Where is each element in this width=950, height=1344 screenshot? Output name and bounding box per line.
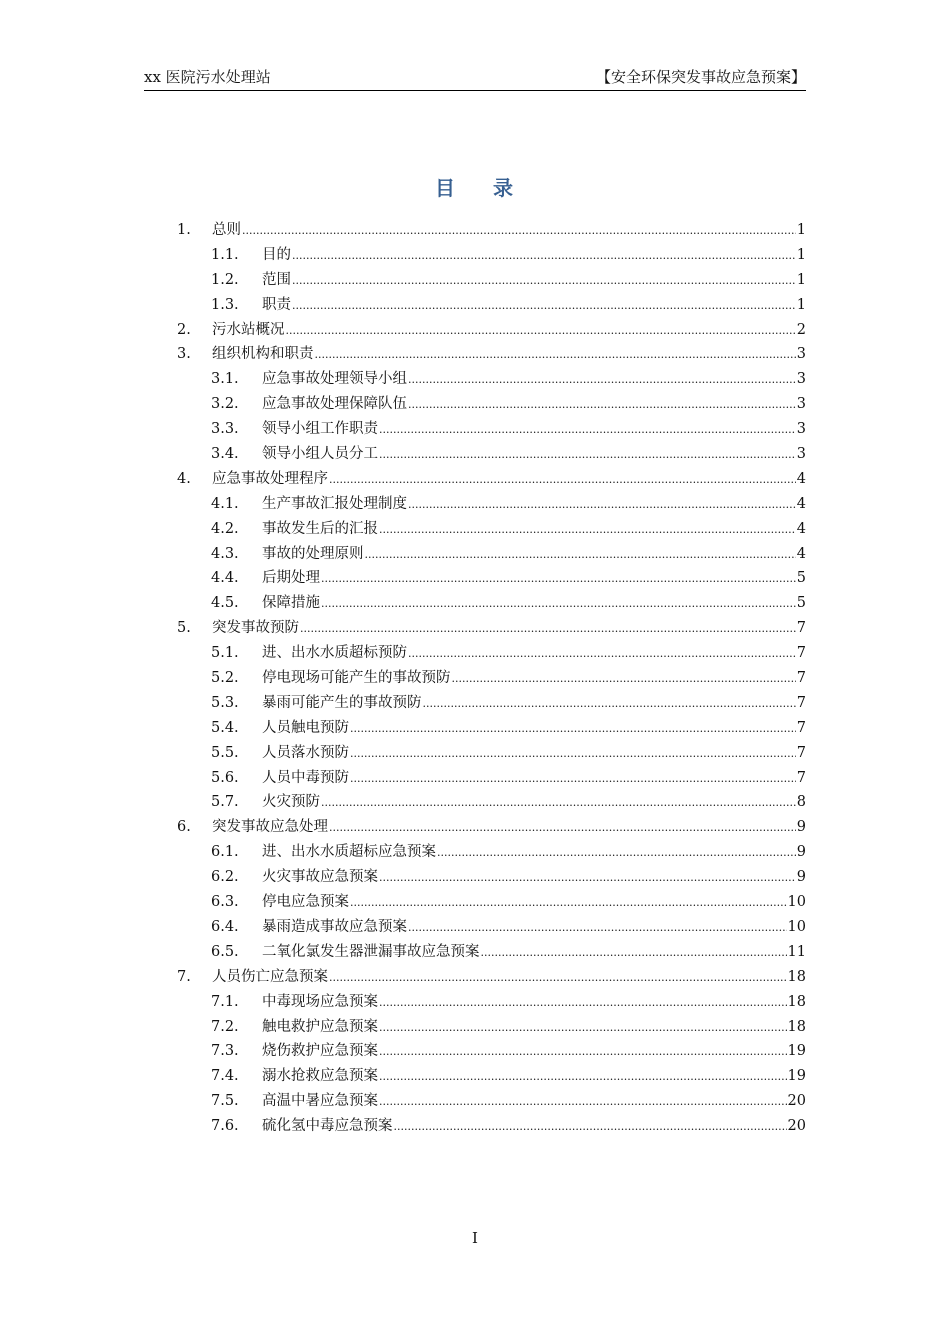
toc-entry-page-number: 5: [796, 570, 806, 587]
toc-entry[interactable]: [0, 442, 950, 467]
toc-entry-link[interactable]: [262, 492, 806, 518]
toc-entry-label: 高温中暑应急预案: [262, 1093, 378, 1110]
toc-entry-number: 1.1.: [211, 246, 239, 263]
toc-entry-page-number: 3: [796, 421, 806, 438]
toc-entry[interactable]: [0, 616, 950, 641]
toc-entry-label: 人员中毒预防: [262, 769, 349, 786]
toc-entry[interactable]: [0, 940, 950, 965]
toc-entry-number: 1.: [177, 222, 191, 238]
toc-entry-page-number: 7: [796, 645, 806, 662]
toc-entry-label: 人员伤亡应急预案: [212, 968, 328, 985]
toc-entry[interactable]: [0, 1064, 950, 1089]
toc-entry-link[interactable]: [212, 218, 806, 244]
toc-entry-number: 6.5.: [211, 943, 239, 960]
toc-entry-number: 4.2.: [211, 520, 239, 537]
toc-dot-leader: [300, 616, 796, 642]
toc-entry-link[interactable]: [262, 1064, 806, 1090]
toc-entry-label: 溺水抢救应急预案: [262, 1068, 378, 1085]
toc-entry-label: 突发事故预防: [212, 620, 299, 637]
toc-entry-page-number: 18: [787, 1018, 806, 1035]
toc-entry-number: 3.1.: [211, 371, 239, 388]
toc-entry-number: 5.3.: [211, 694, 239, 711]
toc-dot-leader: [379, 417, 796, 443]
toc-dot-leader: [292, 243, 796, 269]
header-document-title: 【安全环保突发事故应急预案】: [595, 68, 806, 86]
toc-dot-leader: [365, 542, 796, 568]
toc-entry[interactable]: [0, 965, 950, 990]
toc-entry-label: 后期处理: [262, 570, 320, 587]
toc-entry-label: 事故发生后的汇报: [262, 520, 378, 537]
toc-entry-label: 中毒现场应急预案: [262, 993, 378, 1010]
toc-entry[interactable]: [0, 467, 950, 492]
toc-entry-link[interactable]: [262, 566, 806, 592]
toc-dot-leader: [321, 591, 796, 617]
toc-entry[interactable]: [0, 367, 950, 392]
toc-entry-link[interactable]: [262, 1039, 806, 1065]
toc-dot-leader: [286, 318, 796, 344]
toc-entry[interactable]: [0, 492, 950, 517]
page-header: [144, 66, 806, 91]
toc-entry-page-number: 1: [796, 271, 806, 288]
toc-entry[interactable]: [0, 417, 950, 442]
toc-entry[interactable]: [0, 293, 950, 318]
toc-entry-label: 停电应急预案: [262, 894, 349, 911]
toc-entry-page-number: 1: [796, 296, 806, 313]
toc-entry-link[interactable]: [262, 890, 806, 916]
toc-entry[interactable]: [0, 1114, 950, 1139]
toc-entry-page-number: 18: [787, 968, 806, 985]
toc-entry-number: 3.2.: [211, 396, 239, 413]
toc-entry-link[interactable]: [262, 741, 806, 767]
toc-dot-leader: [379, 865, 796, 891]
toc-entry-page-number: 19: [787, 1068, 806, 1085]
toc-entry-number: 1.2.: [211, 271, 239, 288]
toc-entry-link[interactable]: [262, 865, 806, 891]
toc-entry-link[interactable]: [262, 666, 806, 692]
toc-entry[interactable]: [0, 218, 950, 243]
toc-entry-link[interactable]: [262, 517, 806, 543]
toc-entry-number: 5.4.: [211, 719, 239, 736]
toc-entry-link[interactable]: [262, 915, 806, 941]
toc-entry-label: 暴雨造成事故应急预案: [262, 918, 407, 935]
toc-entry[interactable]: [0, 641, 950, 666]
toc-entry[interactable]: [0, 1015, 950, 1040]
toc-entry[interactable]: [0, 766, 950, 791]
toc-entry[interactable]: [0, 790, 950, 815]
toc-entry-page-number: 3: [796, 396, 806, 413]
toc-dot-leader: [292, 293, 796, 319]
header-org-name: xx 医院污水处理站: [144, 68, 271, 86]
toc-dot-leader: [379, 442, 796, 468]
toc-entry[interactable]: [0, 865, 950, 890]
toc-entry-label: 生产事故汇报处理制度: [262, 495, 407, 512]
toc-entry[interactable]: [0, 268, 950, 293]
toc-entry-label: 人员落水预防: [262, 744, 349, 761]
toc-dot-leader: [321, 790, 796, 816]
toc-entry[interactable]: [0, 915, 950, 940]
toc-entry[interactable]: [0, 890, 950, 915]
toc-dot-leader: [315, 342, 796, 368]
toc-dot-leader: [437, 840, 796, 866]
toc-dot-leader: [408, 492, 796, 518]
toc-entry-page-number: 1: [796, 222, 806, 238]
toc-entry-number: 7.1.: [211, 993, 239, 1010]
toc-entry-page-number: 1: [796, 246, 806, 263]
toc-dot-leader: [481, 940, 787, 966]
toc-entry-label: 范围: [262, 271, 291, 288]
toc-entry-page-number: 3: [796, 446, 806, 463]
toc-entry-page-number: 7: [796, 769, 806, 786]
toc-entry-label: 污水站概况: [212, 321, 285, 338]
toc-entry[interactable]: [0, 691, 950, 716]
toc-entry-page-number: 18: [787, 993, 806, 1010]
toc-entry-number: 6.4.: [211, 918, 239, 935]
toc-entry[interactable]: [0, 840, 950, 865]
toc-entry-number: 7.: [177, 968, 191, 985]
toc-entry-number: 6.3.: [211, 894, 239, 911]
toc-entry-number: 7.4.: [211, 1068, 239, 1085]
toc-entry-link[interactable]: [262, 641, 806, 667]
toc-entry-link[interactable]: [262, 442, 806, 468]
toc-entry-link[interactable]: [262, 790, 806, 816]
toc-dot-leader: [379, 1089, 787, 1115]
toc-entry-page-number: 4: [796, 520, 806, 537]
toc-entry-link[interactable]: [212, 342, 806, 368]
toc-dot-leader: [379, 517, 796, 543]
toc-entry-label: 应急事故处理领导小组: [262, 371, 407, 388]
toc-dot-leader: [321, 566, 796, 592]
toc-entry-link[interactable]: [262, 840, 806, 866]
toc-entry-link[interactable]: [212, 616, 806, 642]
toc-entry-page-number: 4: [796, 470, 806, 487]
toc-dot-leader: [423, 691, 796, 717]
toc-entry[interactable]: [0, 591, 950, 616]
toc-dot-leader: [379, 1064, 787, 1090]
toc-entry-number: 4.5.: [211, 595, 239, 612]
toc-entry[interactable]: [0, 741, 950, 766]
toc-entry-page-number: 20: [787, 1093, 806, 1110]
toc-entry-label: 事故的处理原则: [262, 545, 364, 562]
toc-entry-number: 5.2.: [211, 670, 239, 687]
toc-entry-link[interactable]: [212, 467, 806, 493]
toc-title: [0, 173, 950, 203]
toc-entry-number: 7.3.: [211, 1043, 239, 1060]
toc-entry-number: 5.6.: [211, 769, 239, 786]
toc-dot-leader: [292, 268, 796, 294]
toc-entry-link[interactable]: [212, 815, 806, 841]
toc-dot-leader: [379, 1039, 787, 1065]
toc-title-char-1: 目: [435, 176, 457, 200]
toc-entry[interactable]: [0, 517, 950, 542]
toc-entry-page-number: 7: [796, 694, 806, 711]
toc-dot-leader: [379, 990, 787, 1016]
table-of-contents: [0, 218, 950, 1139]
toc-entry-page-number: 9: [796, 844, 806, 861]
toc-entry-page-number: 4: [796, 495, 806, 512]
toc-entry-link[interactable]: [262, 417, 806, 443]
toc-entry-page-number: 9: [796, 869, 806, 886]
toc-entry-number: 6.: [177, 819, 191, 836]
toc-entry-link[interactable]: [262, 766, 806, 792]
toc-entry-link[interactable]: [212, 965, 806, 991]
toc-entry-link[interactable]: [262, 691, 806, 717]
toc-entry-link[interactable]: [262, 367, 806, 393]
toc-entry-number: 7.2.: [211, 1018, 239, 1035]
toc-entry-label: 硫化氢中毒应急预案: [262, 1118, 393, 1135]
toc-entry-number: 4.4.: [211, 570, 239, 587]
toc-entry-label: 应急事故处理保障队伍: [262, 396, 407, 413]
toc-entry-number: 7.5.: [211, 1093, 239, 1110]
toc-entry-number: 2.: [177, 321, 191, 338]
toc-entry-label: 触电救护应急预案: [262, 1018, 378, 1035]
toc-entry-page-number: 10: [787, 918, 806, 935]
toc-entry[interactable]: [0, 342, 950, 367]
toc-dot-leader: [394, 1114, 787, 1140]
toc-entry-label: 烧伤救护应急预案: [262, 1043, 378, 1060]
toc-entry-page-number: 7: [796, 620, 806, 637]
toc-title-char-2: 录: [493, 176, 515, 200]
toc-entry[interactable]: [0, 392, 950, 417]
toc-entry[interactable]: [0, 666, 950, 691]
toc-entry-link[interactable]: [212, 318, 806, 344]
toc-entry-page-number: 2: [796, 321, 806, 338]
toc-entry-page-number: 5: [796, 595, 806, 612]
toc-entry-page-number: 19: [787, 1043, 806, 1060]
toc-entry-link[interactable]: [262, 542, 806, 568]
toc-entry-link[interactable]: [262, 591, 806, 617]
toc-entry-link[interactable]: [262, 392, 806, 418]
toc-entry-number: 1.3.: [211, 296, 239, 313]
toc-entry-label: 进、出水水质超标预防: [262, 645, 407, 662]
toc-entry-link[interactable]: [262, 716, 806, 742]
toc-entry-label: 职责: [262, 296, 291, 313]
toc-entry-page-number: 7: [796, 670, 806, 687]
toc-entry-link[interactable]: [262, 940, 806, 966]
toc-dot-leader: [452, 666, 796, 692]
toc-entry-link[interactable]: [262, 1015, 806, 1041]
toc-entry[interactable]: [0, 566, 950, 591]
toc-entry-page-number: 11: [787, 943, 806, 960]
toc-entry-label: 进、出水水质超标应急预案: [262, 844, 436, 861]
toc-entry-label: 突发事故应急处理: [212, 819, 328, 836]
toc-dot-leader: [408, 392, 796, 418]
toc-dot-leader: [379, 1015, 787, 1041]
toc-entry-link[interactable]: [262, 990, 806, 1016]
toc-entry-page-number: 8: [796, 794, 806, 811]
toc-entry-page-number: 4: [796, 545, 806, 562]
toc-entry-page-number: 3: [796, 346, 806, 363]
toc-dot-leader: [242, 218, 796, 244]
toc-entry-number: 4.3.: [211, 545, 239, 562]
toc-entry-page-number: 3: [796, 371, 806, 388]
toc-entry-number: 3.: [177, 346, 191, 363]
toc-dot-leader: [329, 467, 796, 493]
toc-entry-number: 5.7.: [211, 794, 239, 811]
toc-entry-label: 总则: [212, 222, 241, 238]
toc-entry-label: 暴雨可能产生的事故预防: [262, 694, 422, 711]
toc-entry-page-number: 20: [787, 1118, 806, 1135]
toc-entry[interactable]: [0, 318, 950, 343]
page-number: I: [472, 1229, 478, 1247]
toc-entry-page-number: 7: [796, 744, 806, 761]
toc-entry-label: 目的: [262, 246, 291, 263]
toc-entry-link[interactable]: [262, 293, 806, 319]
toc-entry-label: 二氧化氯发生器泄漏事故应急预案: [262, 943, 480, 960]
toc-dot-leader: [350, 766, 796, 792]
toc-entry-page-number: 9: [796, 819, 806, 836]
toc-dot-leader: [408, 641, 796, 667]
toc-dot-leader: [408, 367, 796, 393]
toc-entry-number: 5.: [177, 620, 191, 637]
toc-entry[interactable]: [0, 1089, 950, 1114]
toc-entry[interactable]: [0, 716, 950, 741]
toc-entry-number: 7.6.: [211, 1118, 239, 1135]
toc-entry-number: 5.1.: [211, 645, 239, 662]
toc-entry-label: 应急事故处理程序: [212, 470, 328, 487]
toc-entry[interactable]: [0, 1039, 950, 1064]
toc-entry-label: 火灾预防: [262, 794, 320, 811]
toc-entry-number: 4.1.: [211, 495, 239, 512]
toc-entry-page-number: 7: [796, 719, 806, 736]
toc-dot-leader: [329, 815, 796, 841]
toc-dot-leader: [408, 915, 787, 941]
toc-entry-label: 火灾事故应急预案: [262, 869, 378, 886]
toc-entry-link[interactable]: [262, 268, 806, 294]
toc-entry[interactable]: [0, 815, 950, 840]
toc-entry-label: 领导小组人员分工: [262, 446, 378, 463]
toc-entry-label: 组织机构和职责: [212, 346, 314, 363]
toc-entry-link[interactable]: [262, 243, 806, 269]
toc-entry-number: 6.2.: [211, 869, 239, 886]
toc-entry-number: 5.5.: [211, 744, 239, 761]
toc-dot-leader: [329, 965, 787, 991]
toc-entry-link[interactable]: [262, 1089, 806, 1115]
toc-entry-number: 3.3.: [211, 421, 239, 438]
toc-entry-label: 停电现场可能产生的事故预防: [262, 670, 451, 687]
toc-entry[interactable]: [0, 243, 950, 268]
toc-entry-label: 保障措施: [262, 595, 320, 612]
toc-entry-label: 人员触电预防: [262, 719, 349, 736]
toc-dot-leader: [350, 890, 787, 916]
toc-dot-leader: [350, 741, 796, 767]
toc-dot-leader: [350, 716, 796, 742]
toc-entry-page-number: 10: [787, 894, 806, 911]
toc-entry-label: 领导小组工作职责: [262, 421, 378, 438]
toc-entry-link[interactable]: [262, 1114, 806, 1140]
toc-entry-number: 6.1.: [211, 844, 239, 861]
toc-entry-number: 4.: [177, 470, 191, 487]
toc-entry-number: 3.4.: [211, 446, 239, 463]
toc-entry[interactable]: [0, 542, 950, 567]
toc-entry[interactable]: [0, 990, 950, 1015]
